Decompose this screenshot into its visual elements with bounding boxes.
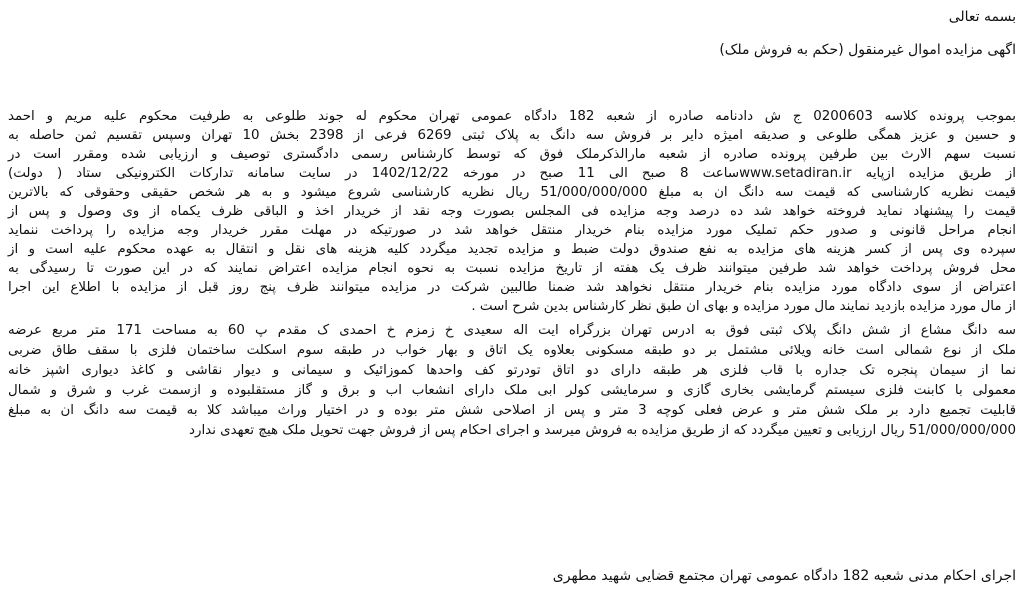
paragraph1-line: از مال مورد مزایده بازدید نمایند مال مورد مزایده و بهای ان طبق نظر کارشناس بدین شرح است . — [471, 299, 1016, 314]
paragraph2-line: نما از سیمان پنجره تک جداره با قاب فلزی هر طبقه دارای دو اتاق تودرتو کف واحدها کموزائیک و سیمانی و دیوار نقاشی و کاغذ دیواری اشپز خانه — [8, 363, 1016, 378]
paragraph1-line: قیمت را پیشنهاد نماید فروخته خواهد شد ده درصد وجه مزایده فی المجلس بصورت وجه نقد از خریدار اخذ و الباقی ظرف یکماه از وی وصول و پس از — [8, 204, 1016, 219]
paragraph1-line: سپرده وی پس از کسر هزینه های مزایده به نفع صندوق دولت ضبط و مزایده تجدید میگردد کلیه هزینه های نقل و انتقال به عهده محکوم علیه است و از — [8, 242, 1016, 257]
paragraph1-line: و حسین و عزیز همگی طلوعی و صدیقه امیژه دایر بر فروش سه دانگ به پلاک ثبتی 6269 فرعی از 2398 بخش 10 تهران وسپس تقسیم ثمن حاصله به — [8, 128, 1016, 143]
paragraph1-line: بموجب پرونده کلاسه 0200603 ج ش دادنامه صادره از شعبه 182 دادگاه عمومی تهران محکوم له جوند طلوعی به طرفیت محکوم علیه مریم و احمد — [8, 109, 1016, 124]
paragraph2-line: معمولی با کابنت فلزی سیستم گرمایشی بخاری گازی و سرمایشی کولر ابی ملک دارای انشعاب اب و برق و گاز مستقلبوده و ازسمت غرب و شرق و شمال — [8, 383, 1016, 398]
paragraph1-line: انجام مراحل قانونی و صدور حکم تملیک مورد مزایده بنام خریدار منتقل خواهد شد در صورتیکه در مهلت مقرر خریدار وجه مزایده را پرداخت ننماید — [8, 223, 1016, 238]
paragraph1-line: نسبت سهم الارث بین طرفین پرونده صادره از شعبه مارالذکرملک فوق که توسط کارشناس رسمی دادگستری توصیف و ارزیابی شده ومقرر است در — [8, 147, 1016, 162]
paragraph1-line: اعتراض از سوی دادگاه مورد مزایده بنام خریدار منتقل نخواهد شد ضمنا طالبین شرکت در مزایده میتوانند ظرف پنج روز قبل از مزایده با اطلاع این اجرا — [8, 280, 1016, 295]
paragraph2-line: ملک از نوع شمالی است خانه ویلائی مشتمل بر دو طبقه مسکونی بعلاوه یک اتاق و بهار خواب در طبقه سوم اسکلت ساختمان فلزی با سقف طاق ضربی — [8, 343, 1016, 358]
paragraph1-line: قیمت نظریه کارشناسی که قیمت سه دانگ ان به مبلغ 51/000/000/000 ریال نظریه کارشناسی شروع میشود و به هر شخص حقیقی وحقوقی که بالاترین — [8, 185, 1016, 200]
paragraph2-line: سه دانگ مشاع از شش دانگ پلاک ثبتی فوق به ادرس تهران بزرگراه ایت اله سعیدی خ زمزم خ احمدی ک مقدم پ 60 به مساحت 171 متر مربع عرضه — [8, 323, 1016, 338]
paragraph2-line: قابلیت تجمیع دارد بر ملک شش متر و عرض فعلی کوچه 3 متر و پس از اصلاحی شش متر بوده و در اختیار وراث میباشد کلا به قیمت سه دانگ ان به مبلغ — [8, 403, 1016, 418]
paragraph1-line: از طریق مزایده ازپایه www.setadiran.irساعت 8 صبح الی 11 صبح در مورخه 1402/12/22 در سایت سامانه تدارکات الکترونیکی ستاد ( دولت) — [8, 166, 1016, 181]
paragraph1-line: محل فروش پرداخت خواهد شد طرفین میتوانند ظرف یک هفته از تاریخ مزایده نسبت به نحوه انجام مزایده اعتراض نمایند که در این صورت تا رسیدگی به — [8, 261, 1016, 276]
paragraph2-line: 51/000/000/000 ریال ارزیابی و تعیین میگردد که از طریق مزایده به فروش میرسد و اجرای احکام پس از فروش جهت تحویل ملک هیچ تعهدی ندارد — [189, 423, 1016, 438]
notice-title: اگهی مزایده اموال غیرمنقول (حکم به فروش ملک) — [719, 42, 1016, 58]
issuer-footer: اجرای احکام مدنی شعبه 182 دادگاه عمومی تهران مجتمع قضایی شهید مطهری — [552, 568, 1016, 584]
opening-line: بسمه تعالی — [948, 9, 1016, 25]
